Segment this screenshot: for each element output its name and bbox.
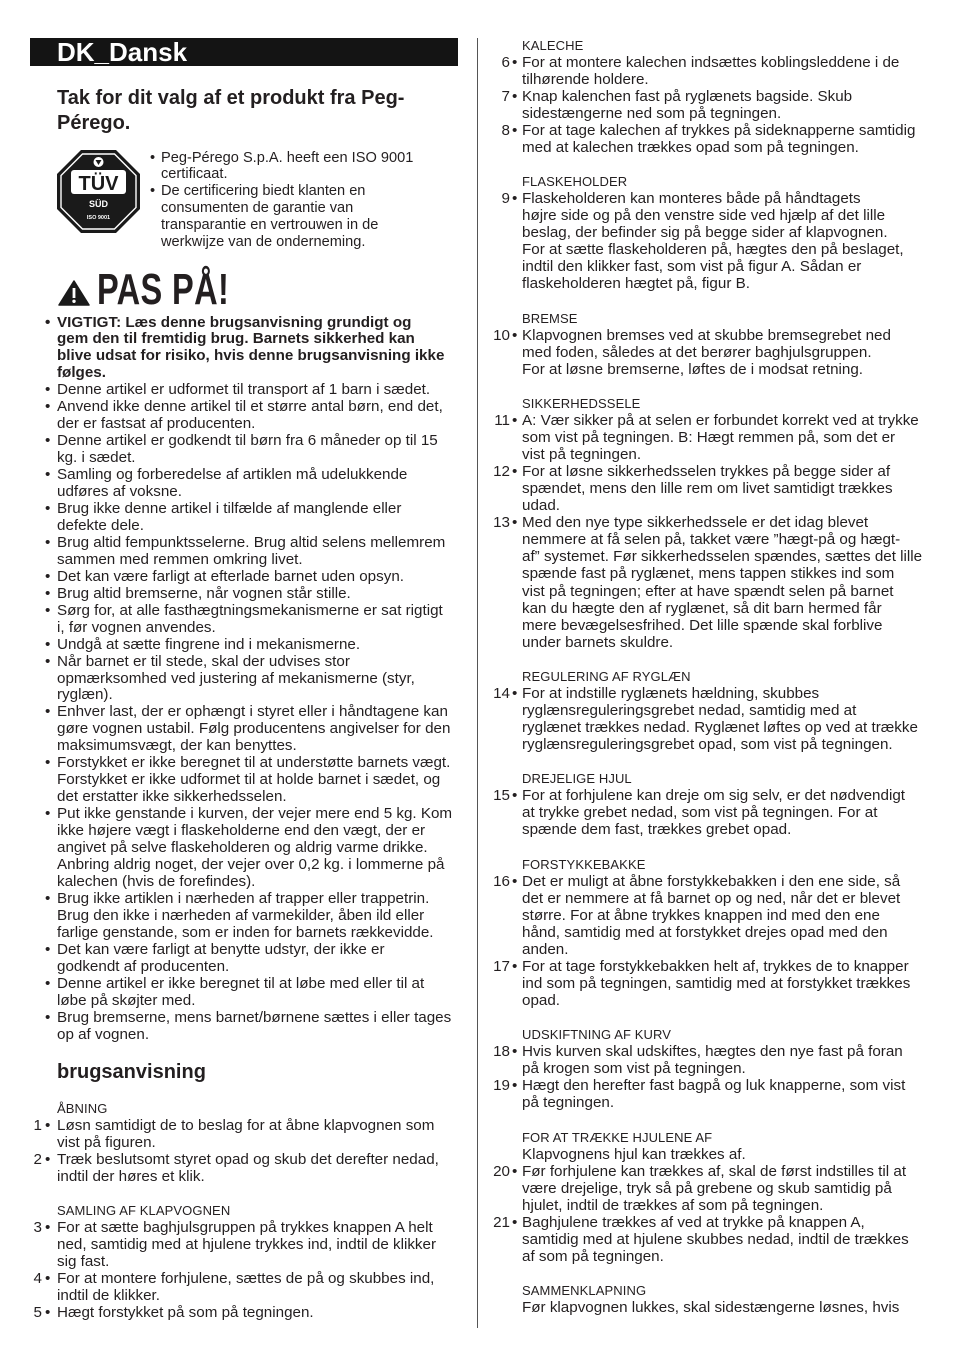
warning-item: • Det kan være farligt at benytte udstyr, der ikke er godkendt af producenten. [57, 942, 452, 976]
instruction-item [493, 787, 922, 839]
step-text: Klapvognen bremses ved at skubbe bremsegrebet ned med foden, således at det berører baghjulsgruppen. For at løsne bremserne, løftes de i modsat retning. [522, 326, 891, 378]
instruction-item [501, 121, 922, 156]
step-text: Hvis kurven skal udskiftes, hægtes den nye fast på foran på krogen som vist på tegningen. [522, 1043, 903, 1078]
section-safety-harness [493, 395, 923, 651]
warning-item: • Når barnet er til stede, skal der udvises stor opmærksomhed ved justering af mekanismerne (styr, ryglæn). [57, 654, 452, 705]
section-opening [33, 1100, 439, 1185]
warning-title: PAS PÅ! [97, 265, 230, 314]
step-text: Det er muligt at åbne forstykkebakken i den ene side, så det er nemmere at få barnet op og ned, når det er blevet større. For at åbne trykkes knappen ind med den ene hånd, samtidig med at forstykket drejes opad med den anden. [522, 872, 901, 958]
language-header-bar [30, 38, 458, 66]
step-number: • 11 [494, 411, 510, 429]
step-text: For at løsne sikkerhedsselen trykkes på begge sider af spændet, mens den lille rem om livet samtidigt trækkes udad. [522, 463, 893, 515]
step-text: For at montere kalechen indsættes koblingsleddene i de tilhørende holdere. [522, 53, 900, 88]
step-number: • 1 [33, 1116, 42, 1134]
column-divider [477, 38, 478, 1328]
step-number: • 20 [493, 1162, 510, 1180]
logo-brand: TÜV [78, 173, 119, 195]
warning-item: • Forstykket er ikke beregnet til at understøtte barnets vægt. Forstykket er ikke udformet til at holde barnet i sædet, og det erstatter ikke sikkerhedsselen. [57, 755, 452, 806]
instruction-item [33, 1303, 439, 1321]
instruction-item [493, 514, 923, 651]
step-number: • 7 [501, 87, 510, 105]
step-number: • 8 [501, 121, 510, 139]
step-number: • 4 [33, 1269, 42, 1287]
instruction-item [493, 684, 922, 754]
step-text: Løsn samtidigt de to beslag for at åbne klapvognen som vist på figuren. [57, 1116, 435, 1151]
step-number: • 5 [33, 1303, 42, 1321]
warning-item: • Undgå at sætte fingrene ind i mekanismerne. [57, 637, 452, 654]
step-number: • 12 [493, 463, 510, 481]
section-backrest [493, 668, 922, 754]
section-heading: KALECHE [522, 37, 584, 53]
step-text: Før forhjulene kan trækkes af, skal de først indstilles til at være drejelige, tryk så på grebene og skub samtidig på hjulet, indtil de trækkes af som på tegningen. [522, 1162, 907, 1214]
logo-standard: ISO 9001 [86, 215, 111, 221]
step-number: • 19 [493, 1077, 510, 1095]
manual-instructions [33, 1100, 439, 1321]
warning-item: • Denne artikel er ikke beregnet til at løbe med eller til at løbe på skøjter med. [57, 976, 452, 1010]
warning-item: • Brug ikke denne artikel i tilfælde af manglende eller defekte dele. [57, 501, 452, 535]
section-heading: REGULERING AF RYGLÆN [522, 668, 691, 684]
instruction-item [33, 1218, 439, 1270]
warning-item: • Sørg for, at alle fasthægtningsmekanismerne er sat rigtigt i, før vognen anvendes. [57, 603, 452, 637]
warning-item: • Brug ikke artiklen i nærheden af trapper eller trappetrin. Brug den ikke i nærheden af varmekilder, åben ild eller farlige genstande, som er inden for barnets rækkevidde. [57, 891, 452, 942]
step-text: Baghjulene trækkes af ved at trykke på knappen A, samtidig med at hjulene skubbes nedad, indtil de trækkes af som på tegningen. [522, 1213, 909, 1265]
step-number: • 6 [501, 53, 510, 71]
section-heading: FLASKEHOLDER [522, 174, 628, 189]
language-title: DK_Dansk [57, 37, 188, 67]
section-heading: SAMMENKLAPNING [522, 1283, 647, 1299]
section-bumper-bar [493, 856, 922, 1010]
instruction-item [493, 326, 922, 378]
step-text: Flaskeholderen kan monteres både på håndtagets højre side og på den venstre side ved hjælp af det lille beslag, der befinder sig på begge sider af klapvognen. For at sætte flaskeholderen på, hægtes den på beslaget, indtil den klikker fast, som vist på figur A. Sådan er flaskeholderen hægtet på, figur B. [522, 190, 904, 293]
section-wheel-removal [493, 1129, 922, 1266]
step-text: For at montere forhjulene, sættes de på og skubbes ind, indtil de klikker. [57, 1269, 435, 1304]
warnings-list [57, 315, 452, 1044]
step-number: • 9 [501, 190, 510, 208]
logo-sub: SÜD [88, 199, 109, 209]
warning-item: • Brug bremserne, mens barnet/børnene sættes i eller tages op af vognen. [57, 1010, 452, 1044]
warning-item: • Brug altid bremserne, når vognen står stille. [57, 586, 452, 603]
manual-heading: brugsanvisning [57, 1061, 206, 1083]
step-number: • 14 [493, 684, 510, 702]
step-number: • 16 [493, 872, 510, 890]
section-bottle-holder [501, 173, 922, 293]
section-heading: BREMSE [522, 310, 578, 326]
step-text: A: Vær sikker på at selen er forbundet korrekt ved at trykke som vist på tegningen. B: Hægt remmen på, som det er vist på tegningen. [522, 411, 919, 463]
step-text: For at tage kalechen af trykkes på sideknapperne samtidig med at kalechen trækkes opad som på tegningen. [522, 121, 916, 156]
warning-item: • Brug altid fempunktsselerne. Brug altid selens mellemrem sammen med remmen omkring livet. [57, 535, 452, 569]
instruction-item [501, 53, 922, 88]
warning-triangle-icon [58, 280, 90, 306]
step-text: Træk beslutsomt styret opad og skub det derefter nedad, indtil der høres et klik. [57, 1150, 439, 1185]
instruction-item [493, 1213, 922, 1265]
step-text: Knap kalenchen fast på ryglænets bagside. Skub sidestængerne ned som på tegningen. [522, 87, 853, 122]
step-number: • 21 [493, 1213, 510, 1231]
instruction-item [493, 1077, 922, 1112]
warning-item: • Put ikke genstande i kurven, der vejer mere end 5 kg. Kom ikke højere vægt i flaskeholderne end den vægt, der er angivet på selve flaskeholderen og aldrig varme drikke. Anbring aldrig noget, der vejer over 0,2 kg. i lommerne på kalechen (hvis de forefindes). [57, 806, 452, 891]
step-number: • 10 [493, 326, 510, 344]
instruction-item [493, 957, 922, 1009]
instruction-item [494, 411, 922, 463]
instruction-item [493, 1043, 922, 1078]
warning-item-important: • VIGTIGT: Læs denne brugsanvisning grundigt og gem den til fremtidig brug. Barnets sikkerhed kan blive udsat for risiko, hvis denne brugsanvisning ikke følges. [57, 315, 452, 383]
warning-item: • Enhver last, der er ophængt i styret eller i håndtagene kan gøre vognen ustabil. Følg producentens angivelser for den maksimumsvægt, der kan benyttes. [57, 704, 452, 755]
warning-item: • Denne artikel er godkendt til børn fra 6 måneder op til 15 kg. i sædet. [57, 433, 452, 467]
step-text: For at tage forstykkebakken helt af, trykkes de to knapper ind som på tegningen, samtidig med at forstykket trækkes opad. [522, 957, 911, 1009]
section-swivel-wheels [493, 770, 922, 839]
step-number: • 13 [493, 514, 510, 532]
section-heading: UDSKIFTNING AF KURV [522, 1027, 672, 1043]
thank-you-heading: Tak for dit valg af et produkt fra Peg- Pérego. [57, 87, 405, 134]
section-heading: SAMLING AF KLAPVOGNEN [57, 1202, 231, 1218]
section-heading: DREJELIGE HJUL [522, 771, 632, 787]
warning-item: • Denne artikel er udformet til transport af 1 barn i sædet. [57, 382, 452, 399]
section-basket [493, 1026, 922, 1112]
section-canopy [501, 37, 922, 156]
instruction-item [33, 1116, 439, 1151]
instruction-item [33, 1150, 439, 1185]
section-heading: ÅBNING [57, 1100, 108, 1116]
instruction-item [33, 1269, 439, 1304]
step-text: Hægt den herefter fast bagpå og luk knapperne, som vist på tegningen. [522, 1077, 906, 1112]
section-assembly [33, 1202, 439, 1321]
step-number: • 15 [493, 787, 510, 805]
step-text: Hægt forstykket på som på tegningen. [57, 1303, 314, 1321]
section-folding [522, 1282, 922, 1316]
certification-item: • De certificering biedt klanten en consumenten de garantie van transparantie en vertrouwen in de werkwijze van de onderneming. [161, 183, 413, 250]
right-column [493, 37, 923, 1317]
warning-item: • Samling og forberedelse af artiklen må udelukkende udføres af voksne. [57, 467, 452, 501]
section-heading: FORSTYKKEBAKKE [522, 856, 646, 872]
certification-list [161, 150, 413, 251]
instruction-item [493, 872, 922, 958]
tuv-sud-logo [57, 150, 140, 233]
step-number: • 3 [33, 1218, 42, 1236]
section-brake [493, 310, 922, 378]
section-heading: FOR AT TRÆKKE HJULENE AF [522, 1129, 713, 1145]
quality-mark-icon [94, 157, 104, 167]
instruction-item [493, 1162, 922, 1214]
section-heading: SIKKERHEDSSELE [522, 395, 641, 411]
step-number: • 2 [33, 1150, 42, 1168]
step-number: • 18 [493, 1043, 510, 1061]
section-intro: Klapvognens hjul kan trækkes af. [522, 1145, 746, 1163]
instruction-item [493, 463, 922, 515]
warning-item: • Det kan være farligt at efterlade barnet uden opsyn. [57, 569, 452, 586]
section-intro: Før klapvognen lukkes, skal sidestængerne løsnes, hvis [522, 1299, 900, 1317]
step-text: For at forhjulene kan dreje om sig selv, er det nødvendigt at trykke grebet nedad, som vist på tegningen. For at spænde dem fast, trækkes grebet opad. [522, 787, 905, 839]
step-text: For at indstille ryglænets hældning, skubbes ryglænsreguleringsgrebet nedad, samtidig med at ryglænet trækkes nedad. Ryglænet løftes op ved at trække ryglænsreguleringsgrebet opad, som vist på tegningen. [522, 684, 918, 754]
step-number: • 17 [493, 957, 510, 975]
instruction-item [501, 190, 922, 293]
warning-item: • Anvend ikke denne artikel til et større antal børn, end det, der er fastsat af producenten. [57, 399, 452, 433]
instruction-item [501, 87, 922, 122]
step-text: Med den nye type sikkerhedssele er det idag blevet nemmere at få selen på, takket være ”hægt-på og hægt- af” systemet. Før sikkerhedsselen spændes, sættes det lille spænde fast på ryglænet, mens tappen stikkes ind som vist på tegningen; efter at have spændt selen på barnet kan du hægte den af ryglænet, så dit barn hermed får mere bevægelsesfrihed. Det lille spænde skal forblive under barnets skuldre. [522, 514, 923, 651]
step-text: For at sætte baghjulsgruppen på trykkes knappen A helt ned, samtidig med at hjulene trykkes ind, indtil de klikker sig fast. [57, 1218, 437, 1270]
certification-item: • Peg-Pérego S.p.A. heeft een ISO 9001 certificaat. [161, 150, 413, 184]
